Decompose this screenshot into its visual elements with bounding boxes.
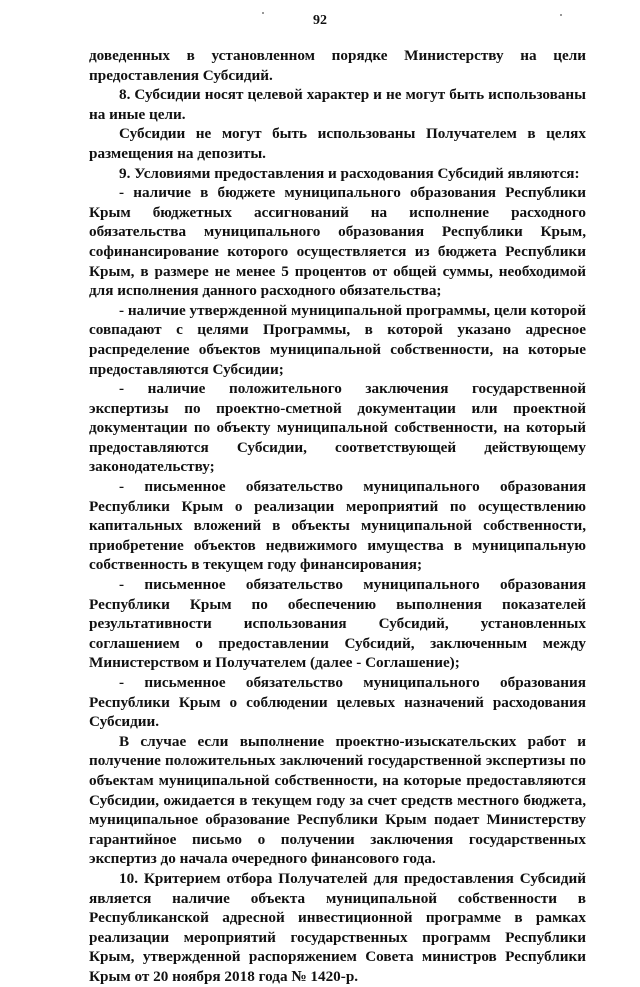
list-item-budget-allocations: - наличие в бюджете муниципального образования Республики Крым бюджетных ассигнований на исполнение расходного обязательства муниципального образования Республики Крым, софинансирование которого осуществляется из бюджета Республики Крым, в размере не менее 5 процентов от общей суммы, необходимой для исполнения данного расходного обязательства;	[89, 184, 586, 300]
list-item-performance-obligation: - письменное обязательство муниципального образования Республики Крым по обеспечению выполнения показателей результативности использования Субсидий, установленных соглашением о предоставлении Субсидий, заключенным между Министерством и Получателем (далее - Соглашение);	[89, 576, 586, 672]
document-body	[89, 46, 586, 987]
paragraph-clause-10: 10. Критерием отбора Получателей для предоставления Субсидий является наличие объекта муниципальной собственности в Республиканской адресной инвестиционной программе в рамках реализации мероприятий государственных программ Республики Крым, утвержденной распоряжением Совета министров Республики Крым от 20 ноября 2018 года № 1420-р.	[89, 869, 586, 985]
list-item-expert-conclusion: - наличие положительного заключения государственной экспертизы по проектно-сметной документации или проектной документации по объекту муниципальной собственности, на который предоставляются Субсидии, соответствующей действующему законодательству;	[89, 380, 586, 476]
paragraph-continuation: доведенных в установленном порядке Министерству на цели предоставления Субсидий.	[89, 47, 586, 84]
list-item-capital-investment-obligation: - письменное обязательство муниципального образования Республики Крым о реализации мероприятий по осуществлению капитальных вложений в объекты муниципальной собственности, приобретение объектов недвижимого имущества в муниципальную собственность в текущем году финансирования;	[89, 478, 586, 574]
paragraph-deposit-restriction: Субсидии не могут быть использованы Получателем в целях размещения на депозиты.	[89, 125, 586, 162]
page-number: 92	[313, 13, 327, 28]
paragraph-clause-8: 8. Субсидии носят целевой характер и не могут быть использованы на иные цели.	[89, 86, 586, 123]
paragraph-guarantee-letter: В случае если выполнение проектно-изыскательских работ и получение положительных заключений государственной экспертизы по объектам муниципальной собственности, на которые предоставляются Субсидии, ожидается в текущем году за счет средств местного бюджета, муниципальное образование Республики Крым подает Министерству гарантийное письмо о получении заключения государственных экспертиз до начала очередного финансового года.	[89, 732, 586, 868]
list-item-municipal-program: - наличие утвержденной муниципальной программы, цели которой совпадают с целями Программы, в которой указано адресное распределение объектов муниципальной собственности, на которые предоставляются Субсидии;	[89, 301, 586, 378]
paragraph-clause-9: 9. Условиями предоставления и расходования Субсидий являются:	[119, 164, 580, 182]
list-item-target-use-obligation: - письменное обязательство муниципального образования Республики Крым о соблюдении целевых назначений расходования Субсидии.	[89, 674, 586, 731]
